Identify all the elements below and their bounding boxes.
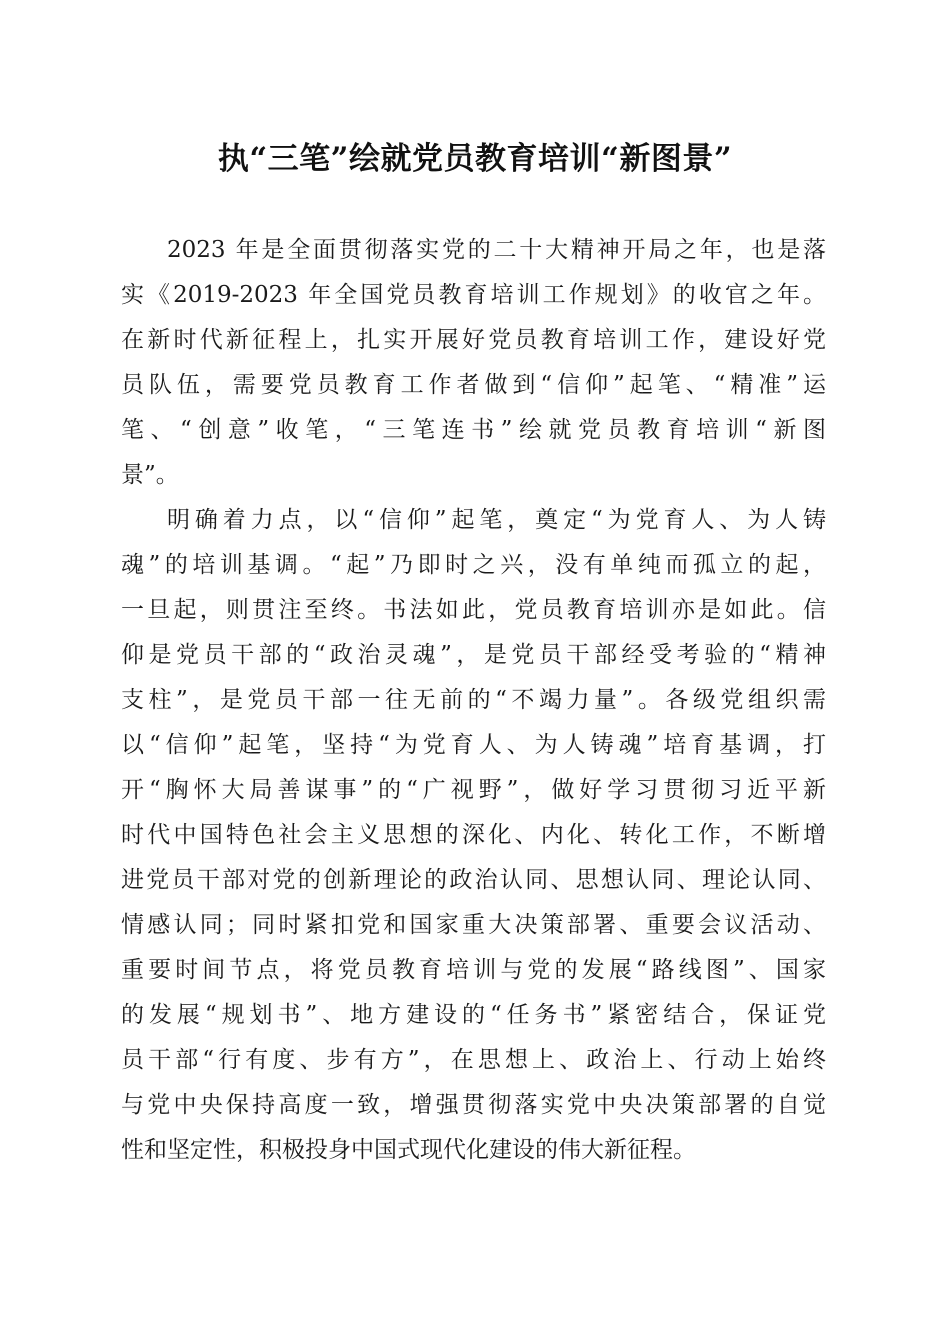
text-line: 进党员干部对党的创新理论的政治认同、思想认同、理论认同、 (121, 867, 826, 893)
text-line: 支柱”，是党员干部一往无前的“不竭力量”。各级党组织需 (121, 687, 826, 713)
text-line: 与党中央保持高度一致，增强贯彻落实党中央决策部署的自觉 (121, 1092, 826, 1118)
text-line: 以“信仰”起笔，坚持“为党育人、为人铸魂”培育基调，打 (121, 732, 826, 758)
text-line: 魂”的培训基调。“起”乃即时之兴，没有单纯而孤立的起， (121, 552, 826, 578)
paragraph-intro (121, 228, 826, 498)
paragraph-faith (121, 498, 826, 1173)
text-line: 笔、“创意”收笔，“三笔连书”绘就党员教育培训“新图 (121, 417, 826, 443)
text-line: 性和坚定性，积极投身中国式现代化建设的伟大新征程。 (121, 1137, 696, 1163)
document-title: 执“三笔”绘就党员教育培训“新图景” (217, 141, 733, 177)
text-line: 仰是党员干部的“政治灵魂”，是党员干部经受考验的“精神 (121, 642, 826, 668)
text-line: 明确着力点，以“信仰”起笔，奠定“为党育人、为人铸 (167, 507, 826, 533)
text-line: 重要时间节点，将党员教育培训与党的发展“路线图”、国家 (121, 957, 826, 983)
text-line: 开“胸怀大局善谋事”的“广视野”，做好学习贯彻习近平新 (121, 777, 826, 803)
text-line: 的发展“规划书”、地方建设的“任务书”紧密结合，保证党 (121, 1002, 826, 1028)
text-line: 在新时代新征程上，扎实开展好党员教育培训工作，建设好党 (121, 327, 826, 353)
document-body (121, 228, 826, 1173)
text-line: 2023 年是全面贯彻落实党的二十大精神开局之年，也是落 (167, 237, 826, 263)
text-line: 一旦起，则贯注至终。书法如此，党员教育培训亦是如此。信 (121, 597, 826, 623)
text-line: 员干部“行有度、步有方”，在思想上、政治上、行动上始终 (121, 1047, 826, 1073)
text-line: 情感认同；同时紧扣党和国家重大决策部署、重要会议活动、 (121, 912, 826, 938)
text-line: 实《2019-2023 年全国党员教育培训工作规划》的收官之年。 (121, 282, 826, 308)
text-line: 时代中国特色社会主义思想的深化、内化、转化工作，不断增 (121, 822, 826, 848)
text-line: 员队伍，需要党员教育工作者做到“信仰”起笔、“精准”运 (121, 372, 826, 398)
text-line: 景”。 (121, 462, 179, 488)
